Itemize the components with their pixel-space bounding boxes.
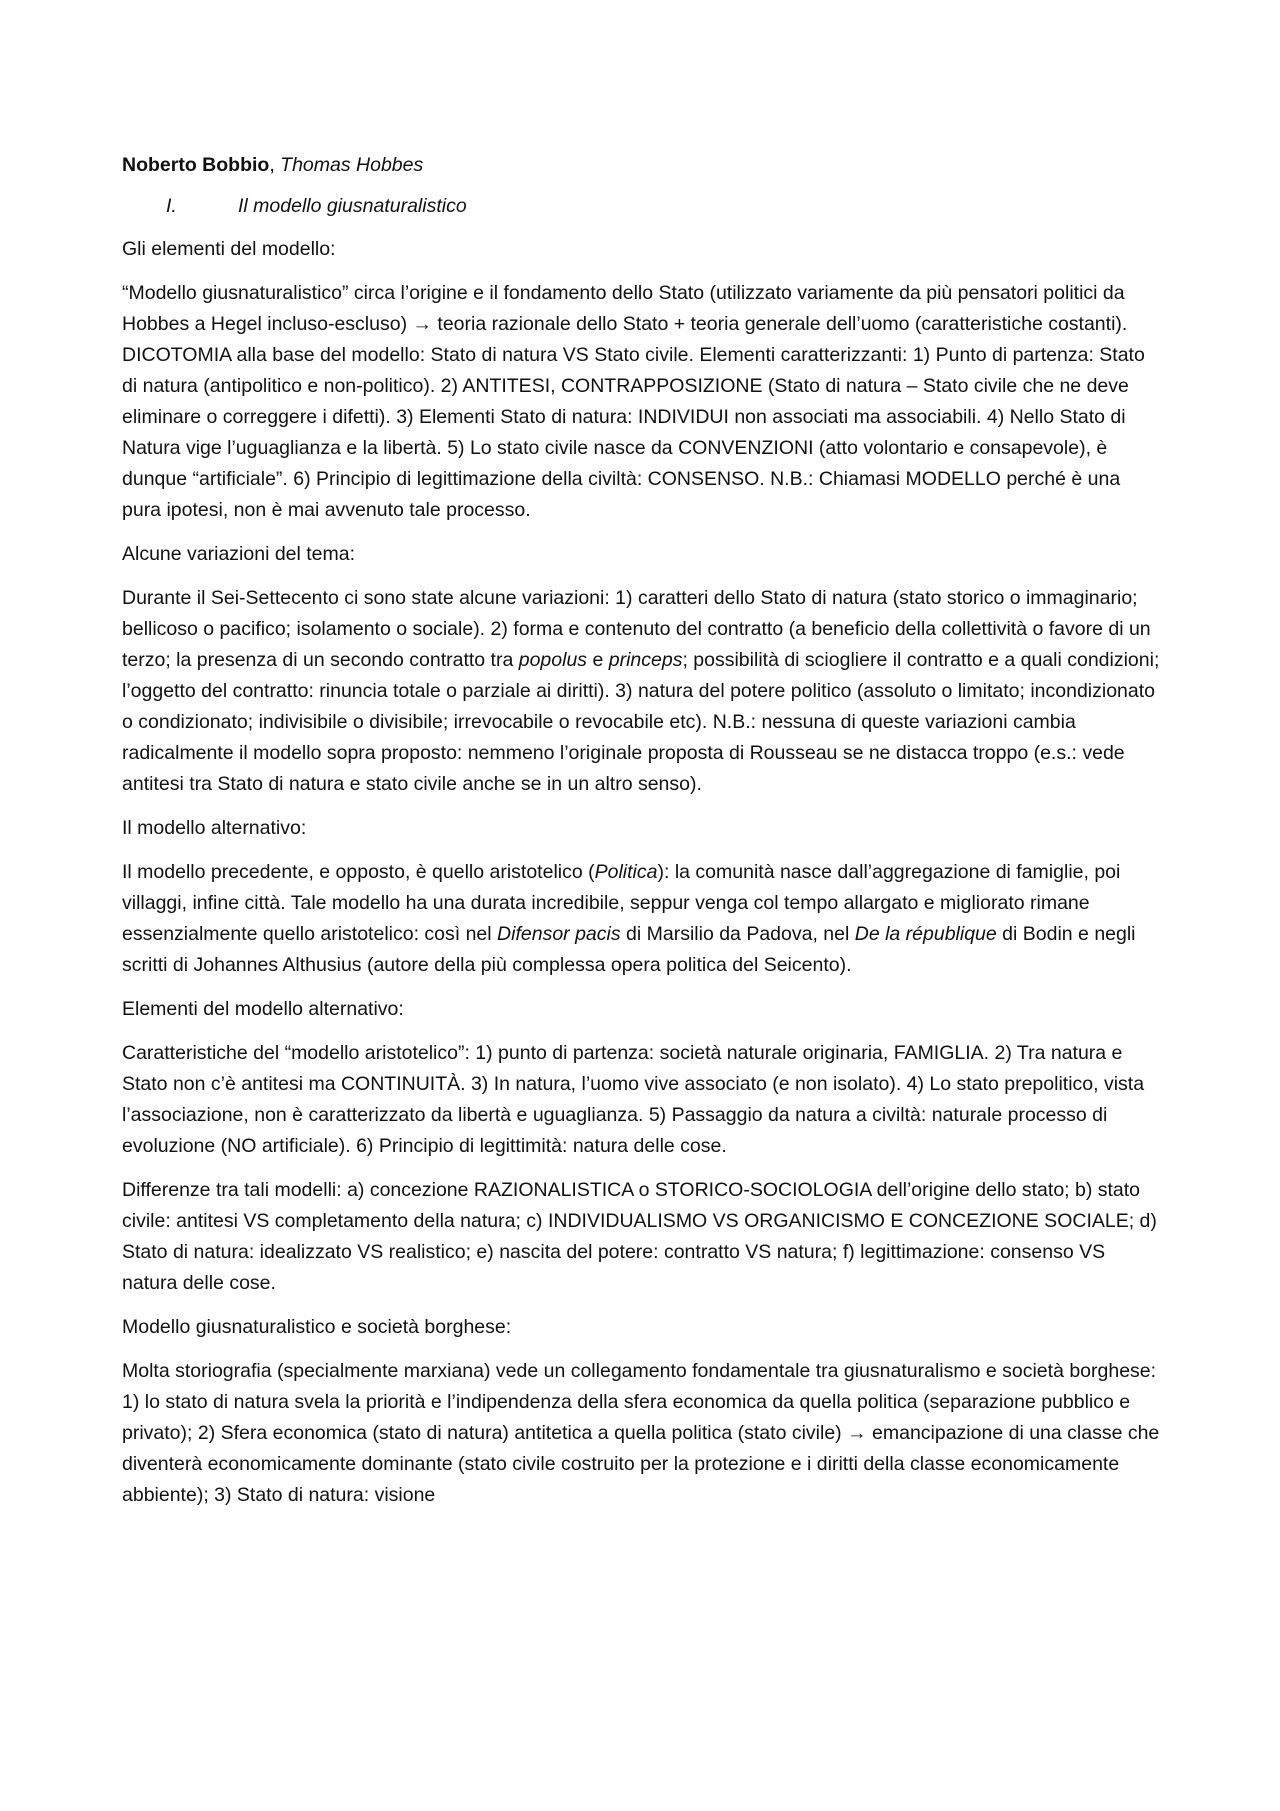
document-title: Noberto Bobbio, Thomas Hobbes	[122, 154, 424, 176]
section-title: Il modello giusnaturalistico	[238, 195, 467, 217]
subheading: Alcune variazioni del tema:	[122, 543, 356, 565]
text-run: e	[587, 649, 609, 671]
paragraph	[122, 857, 1162, 981]
text-run: “Modello giusnaturalistico” circa l’origine e il fondamento dello Stato (utilizzato variamente da più pensatori politici da Hobbes a Hegel incluso-escluso) → teoria razionale dello Stato + teoria generale dell’uomo (caratteristiche costanti). DICOTOMIA alla base del modello: Stato di natura VS Stato civile. Elementi caratterizzanti: 1) Punto di partenza: Stato di natura (antipolitico e non-politico). 2) ANTITESI, CONTRAPPOSIZIONE (Stato di natura – Stato civile che ne deve eliminare o correggere i difetti). 3) Elementi Stato di natura: INDIVIDUI non associati ma associabili. 4) Nello Stato di Natura vige l’uguaglianza e la libertà. 5) Lo stato civile nasce da CONVENZIONI (atto volontario e consapevole), è dunque “artificiale”. 6) Principio di legittimazione della civiltà: CONSENSO. N.B.: Chiamasi MODELLO perché è una pura ipotesi, non è mai avvenuto tale processo.	[122, 282, 1145, 521]
text-run: di Marsilio da Padova, nel	[620, 923, 855, 945]
author-name: Noberto Bobbio	[122, 154, 270, 176]
subheading: Gli elementi del modello:	[122, 238, 336, 260]
italic-text: princeps	[608, 649, 683, 671]
paragraph	[122, 583, 1162, 800]
text-run: Molta storiografia (specialmente marxiana) vede un collegamento fondamentale tra giusnaturalismo e società borghese: 1) lo stato di natura svela la priorità e l’indipendenza della sfera economica da quella politica (separazione pubblico e privato); 2) Sfera economica (stato di natura) antitetica a quella politica (stato civile) → emancipazione di una classe che diventerà economicamente dominante (stato civile costruito per la protezione e i diritti della classe economicamente abbiente); 3) Stato di natura: visione	[122, 1360, 1160, 1506]
italic-text: Difensor pacis	[497, 923, 621, 945]
italic-text: De la république	[854, 923, 997, 945]
text-run: Durante il Sei-Settecento ci sono state alcune variazioni: 1) caratteri dello Stato di natura (stato storico o immaginario; bellicoso o pacifico; isolamento o sociale). 2) forma e contenuto del contratto (a beneficio della collettività o favore di un terzo; la presenza di un secondo contratto tra	[122, 587, 1151, 671]
italic-text: popolus	[518, 649, 588, 671]
paragraph	[122, 1175, 1162, 1299]
sections-container	[122, 234, 1162, 1511]
subheading: Elementi del modello alternativo:	[122, 998, 404, 1020]
paragraph	[122, 1356, 1162, 1511]
text-run: Caratteristiche del “modello aristotelico”: 1) punto di partenza: società naturale originaria, FAMIGLIA. 2) Tra natura e Stato non c’è antitesi ma CONTINUITÀ. 3) In natura, l’uomo vive associato (e non isolato). 4) Lo stato prepolitico, vista l’associazione, non è caratterizzato da libertà e uguaglianza. 5) Passaggio da natura a civiltà: naturale processo di evoluzione (NO artificiale). 6) Principio di legittimità: natura delle cose.	[122, 1042, 1145, 1157]
text-run: Differenze tra tali modelli: a) concezione RAZIONALISTICA o STORICO-SOCIOLOGIA dell’origine dello stato; b) stato civile: antitesi VS completamento della natura; c) INDIVIDUALISMO VS ORGANICISMO E CONCEZIONE SOCIALE; d) Stato di natura: idealizzato VS realistico; e) nascita del potere: contratto VS natura; f) legittimazione: consenso VS natura delle cose.	[122, 1179, 1157, 1294]
paragraph	[122, 1038, 1162, 1162]
section-number: I.	[166, 195, 177, 217]
italic-text: Politica	[594, 861, 658, 883]
section-heading	[122, 191, 1162, 222]
text-run: Il modello precedente, e opposto, è quello aristotelico (	[122, 861, 595, 883]
text-run: ; possibilità di sciogliere il contratto e a quali condizioni; l’oggetto del contratto: rinuncia totale o parziale ai diritti). 3) natura del potere politico (assoluto o limitato; incondizionato o condizionato; indivisibile o divisibile; irrevocabile o revocabile etc). N.B.: nessuna di queste variazioni cambia radicalmente il modello sopra proposto: nemmeno l’originale proposta di Rousseau se ne distacca troppo (e.s.: vede antitesi tra Stato di natura e stato civile anche se in un altro senso).	[122, 649, 1160, 795]
subheading: Modello giusnaturalistico e società borghese:	[122, 1316, 512, 1338]
paragraph	[122, 278, 1162, 526]
text-run: di Bodin e negli scritti di Johannes Althusius (autore della più complessa opera politica del Seicento).	[122, 923, 1136, 976]
document-page	[122, 150, 1162, 1524]
text-run: ): la comunità nasce dall’aggregazione di famiglie, poi villaggi, infine città. Tale modello ha una durata incredibile, seppur venga col tempo allargato e migliorato rimane essenzialmente quello aristotelico: così nel	[122, 861, 1121, 945]
work-title: Thomas Hobbes	[280, 154, 424, 176]
subheading: Il modello alternativo:	[122, 817, 307, 839]
